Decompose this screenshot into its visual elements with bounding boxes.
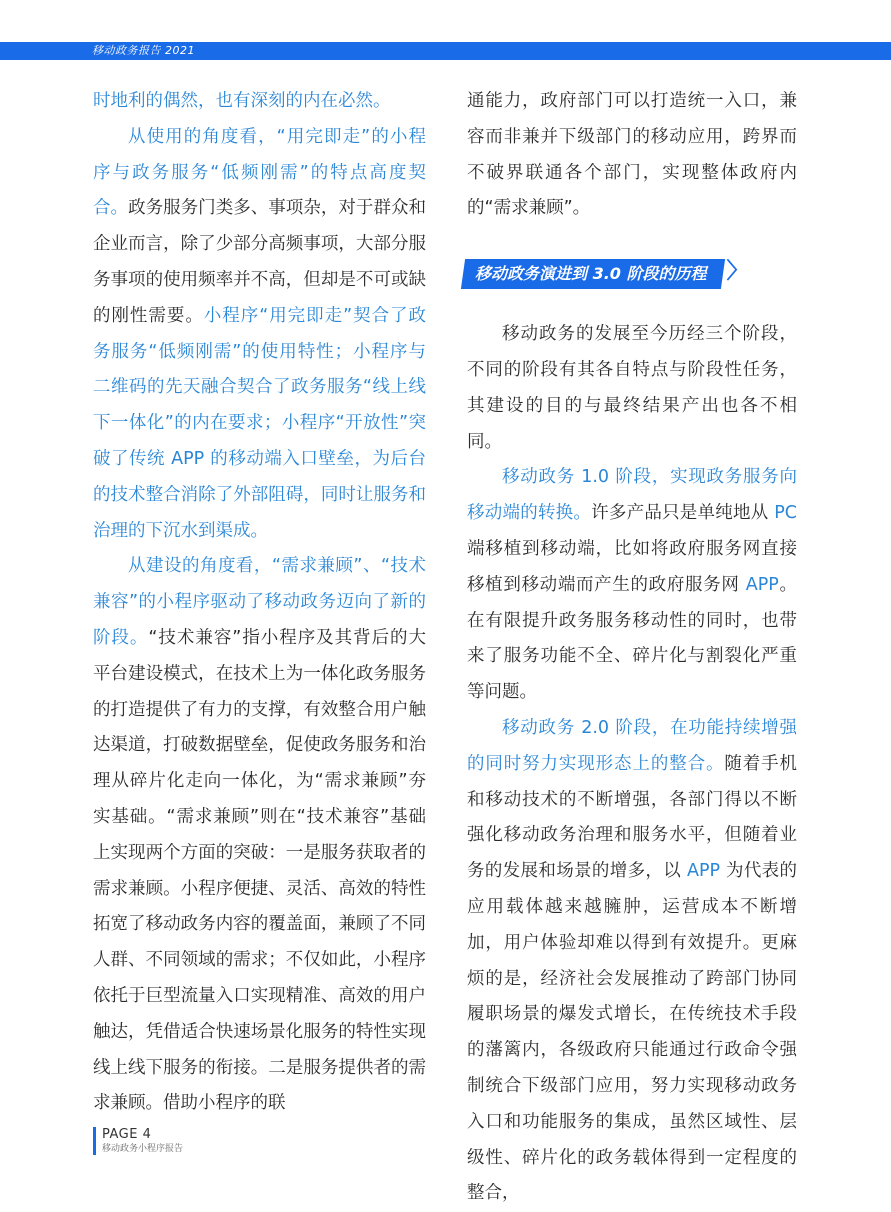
paragraph [467, 460, 797, 711]
body-text: 移动政务的发展至今历经三个阶段，不同的阶段有其各自特点与阶段性任务，其建设的目的与最终结果产出也各不相同。 [467, 324, 797, 452]
footer-subtitle: 移动政务小程序报告 [102, 1144, 184, 1154]
body-text: 通能力，政府部门可以打造统一入口，兼容而非兼并下级部门的移动应用，跨界而不破界联通各个部门，实现整体政府内的“需求兼顾”。 [467, 91, 797, 219]
paragraph [467, 84, 797, 227]
highlight-text: 从建设的角度看，“需求兼顾”、“技术兼容”的小程序驱动了移动政务迈向了新的阶段。 [93, 556, 426, 648]
right-column [467, 84, 797, 1212]
body-text: 。在有限提升政务服务移动性的同时，也带来了服务功能不全、碎片化与割裂化严重等问题。 [467, 574, 798, 703]
chevron-right-icon: 〉 [726, 259, 749, 285]
body-text: 政务服务门类多、事项杂，对于群众和企业而言，除了少部分高频事项，大部分服务事项的使用频率并不高，但却是不可或缺的刚性需要。 [93, 198, 427, 326]
highlight-text: 从使用的角度看，“用完即走”的小程序与政务服务“低频刚需”的特点高度契合。 [93, 126, 426, 219]
body-text: “技术兼容”指小程序及其背后的大平台建设模式，在技术上为一体化政务服务的打造提供了有力的支撑，有效整合用户触达渠道，打破数据壁垒，促使政务服务和治理从碎片化走向一体化，为“需求兼顾”夯实基础。“需求兼顾”则在“技术兼容”基础上实现两个方面的突破：一是服务获取者的需求兼顾。小程序便捷、灵活、高效的特性拓宽了移动政务内容的覆盖面，兼顾了不同人群、不同领域的需求；不仅如此，小程序依托于巨型流量入口实现精准、高效的用户触达，凭借适合快速场景化服务的特性实现线上线下服务的衔接。二是服务提供者的需求兼顾。借助小程序的联 [93, 627, 427, 1114]
paragraph [467, 711, 797, 1212]
highlight-text: 小程序“用完即走”契合了政务服务“低频刚需”的使用特性；小程序与二维码的先天融合契合了政务服务“线上线下一体化”的内在要求；小程序“开放性”突破了传统 APP 的移动端入口壁垒，为后台的技术整合消除了外部阻碍，同时让服务和治理的下沉水到渠成。 [93, 305, 427, 541]
highlight-text: APP [745, 574, 779, 595]
page-footer [93, 1127, 183, 1155]
header-bar [0, 42, 891, 60]
section-banner [463, 257, 797, 291]
page-number: PAGE 4 [102, 1127, 152, 1142]
highlight-text: 移动政务 1.0 阶段，实现政务服务向移动端的转换。 [467, 467, 797, 524]
section-title-box [461, 259, 725, 289]
left-column [93, 84, 426, 1122]
paragraph [93, 549, 426, 1122]
paragraph [93, 120, 426, 550]
section-title: 移动政务演进到 3.0 阶段的历程 [475, 264, 707, 284]
body-text: 许多产品只是单纯地从 [591, 503, 775, 524]
highlight-text: 时地利的偶然，也有深刻的内在必然。 [93, 91, 391, 111]
body-text: 为代表的应用载体越来越臃肿，运营成本不断增加，用户体验却难以得到有效提升。更麻烦的是，经济社会发展推动了跨部门协同履职场景的爆发式增长，在传统技术手段的藩篱内，各级政府只能通过行政命令强制统合下级部门应用，努力实现移动政务入口和功能服务的集成，虽然区域性、层级性、碎片化的政务载体得到一定程度的整合， [467, 861, 798, 1204]
report-title: 移动政务报告 2021 [92, 44, 195, 57]
paragraph [93, 84, 426, 120]
highlight-text: PC [774, 503, 798, 524]
body-text: 端移植到移动端，比如将政府服务网直接移植到移动端而产生的政府服务网 [467, 538, 797, 595]
highlight-text: APP [687, 861, 721, 882]
body-text: 随着手机和移动技术的不断增强，各部门得以不断强化移动政务治理和服务水平，但随着业务的发展和场景的增多，以 [467, 753, 798, 882]
highlight-text: 移动政务 2.0 阶段，在功能持续增强的同时努力实现形态上的整合。 [467, 717, 797, 774]
paragraph [467, 317, 797, 460]
